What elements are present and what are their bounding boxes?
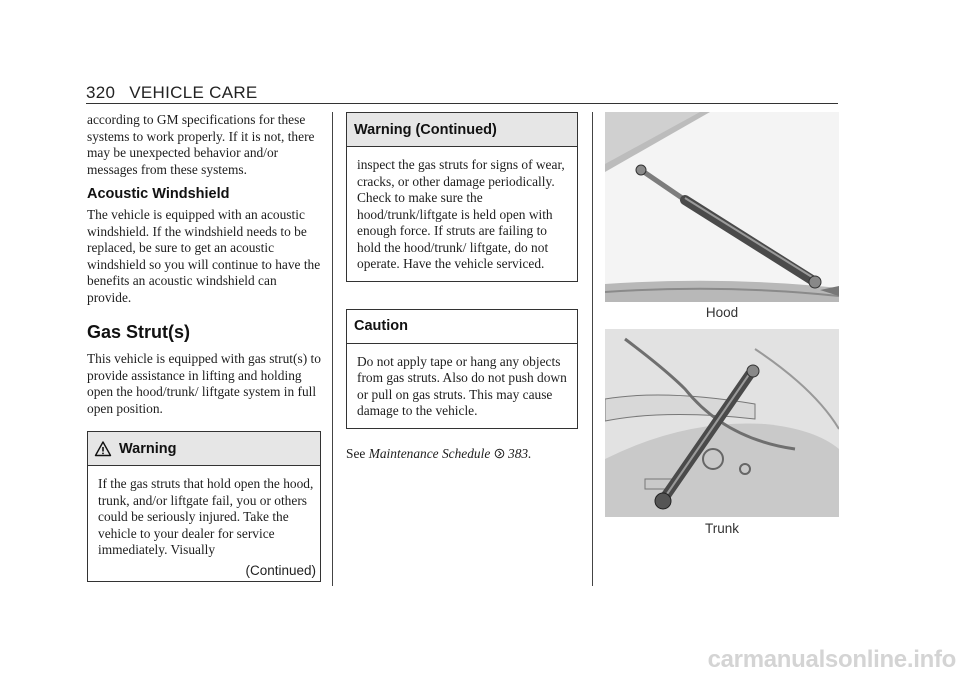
acoustic-windshield-text: The vehicle is equipped with an acoustic windshield. If the windshield needs to be replaced, be sure to get an acoustic windshield so you will continue to have the benefits an acoustic windshield can provide.: [87, 207, 321, 305]
warning-body: [88, 466, 320, 559]
watermark: carmanualsonline.info: [707, 646, 956, 673]
acoustic-windshield-heading: Acoustic Windshield: [87, 186, 230, 202]
header-rule: [86, 103, 838, 104]
see-prefix: See: [346, 445, 366, 461]
hood-caption: Hood: [705, 305, 739, 320]
intro-paragraph: according to GM specifications for these systems to work properly. If it is not, there may be unexpected behavior and/or messages from these systems.: [87, 112, 315, 177]
column-divider: [332, 112, 333, 586]
page-number: 320: [86, 83, 116, 102]
gas-struts-heading: Gas Strut(s): [87, 322, 191, 342]
page-header: [86, 83, 258, 103]
caution-body: [347, 344, 577, 428]
caution-text: Do not apply tape or hang any objects from gas struts. Also do not push down or pull on gas struts. This may cause damage to the vehicle.: [357, 353, 567, 418]
see-reference: [346, 446, 578, 463]
hood-strut-illustration: [605, 112, 839, 302]
warning-triangle-icon: [94, 440, 112, 458]
warning-continued-header: Warning (Continued): [347, 113, 577, 147]
column-middle: [346, 112, 578, 462]
page-ref-number: 383.: [508, 445, 532, 461]
warning-continued: (Continued): [245, 562, 316, 578]
maintenance-schedule-link[interactable]: Maintenance Schedule: [368, 445, 491, 461]
trunk-caption: Trunk: [704, 521, 739, 536]
warning-continued-text: inspect the gas struts for signs of wear, cracks, or other damage periodically. Check to make sure the hood/trunk/liftgate is held open with enough force. If struts are failing to hold the hood/trunk/ liftgate, do not operate. Have the vehicle serviced.: [357, 157, 565, 271]
column-left: [87, 112, 321, 582]
warning-continued-box: [346, 112, 578, 282]
warning-title: Warning: [119, 440, 177, 457]
page-ref-icon: [494, 446, 508, 461]
warning-text: If the gas struts that hold open the hood, trunk, and/or liftgate fail, you or others could be seriously injured. Take the vehicle to your dealer for service immediately. Visually: [98, 476, 314, 557]
gas-struts-text: This vehicle is equipped with gas strut(s) to provide assistance in lifting and holding open the hood/trunk/ liftgate system in full open position.: [87, 351, 321, 416]
warning-box: [87, 431, 321, 582]
trunk-strut-illustration: [605, 329, 839, 517]
section-title: VEHICLE CARE: [129, 83, 258, 102]
column-divider-2: [592, 112, 593, 586]
caution-box: [346, 309, 578, 429]
caution-header: Caution: [347, 310, 577, 344]
warning-header: [88, 432, 320, 466]
warning-continued-body: [347, 147, 577, 281]
